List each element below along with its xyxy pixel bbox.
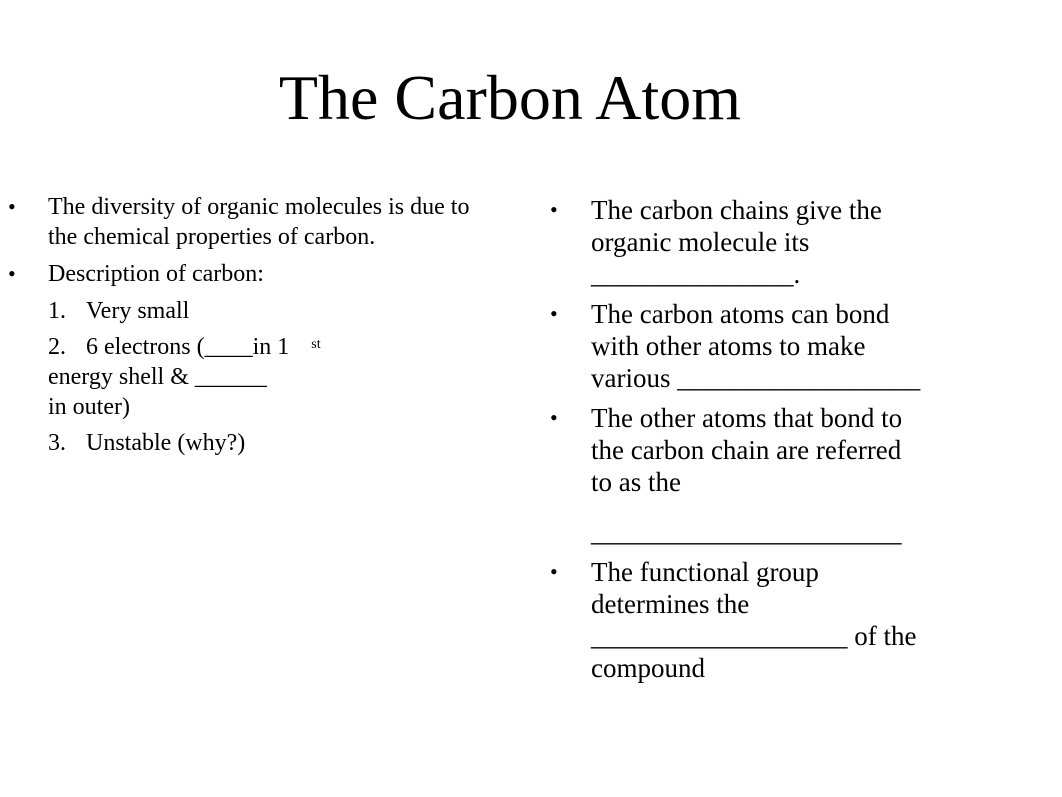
left-bullet-diversity xyxy=(8,192,478,252)
right-bullet-carbon-chains xyxy=(550,194,970,290)
item-number: 3. xyxy=(48,430,66,456)
left-column xyxy=(8,192,478,464)
bullet-line: The carbon atoms can bond xyxy=(591,299,890,329)
numbered-item-2 xyxy=(8,332,478,422)
bullet-line-blank: _______________. xyxy=(591,259,801,289)
bullet-line: determines the xyxy=(591,589,750,619)
bullet-line: to as the xyxy=(591,467,681,497)
item-superscript: st xyxy=(311,337,321,352)
right-bullet-other-atoms xyxy=(550,402,970,548)
left-bullet-description xyxy=(8,259,478,289)
item-number: 2. xyxy=(48,334,66,360)
bullet-line-blank: various __________________ xyxy=(591,363,921,393)
slide-title: The Carbon Atom xyxy=(278,62,742,133)
bullet-dot-icon: • xyxy=(550,405,558,430)
spacer xyxy=(591,498,970,516)
bullet-line: organic molecule its xyxy=(591,227,810,257)
item-text: Unstable (why?) xyxy=(86,430,246,456)
bullet-line-blank: _______________________ xyxy=(591,517,902,547)
bullet-line: The functional group xyxy=(591,557,819,587)
bullet-line: with other atoms to make xyxy=(591,331,866,361)
right-bullet-bonding xyxy=(550,298,970,394)
bullet-line-blank: ___________________ of the xyxy=(591,621,917,651)
bullet-line: compound xyxy=(591,653,705,683)
item-text-part-a: 6 electrons (____in 1 xyxy=(86,334,290,360)
bullet-line: The other atoms that bond to xyxy=(591,403,903,433)
item-number: 1. xyxy=(48,298,66,324)
bullet-line: the carbon chain are referred xyxy=(591,435,902,465)
bullet-dot-icon: • xyxy=(550,559,558,584)
right-bullet-functional-group xyxy=(550,556,970,684)
bullet-text: The diversity of organic molecules is due to the chemical properties of carbon. xyxy=(48,194,470,250)
bullet-dot-icon: • xyxy=(550,301,558,326)
right-column xyxy=(550,194,970,692)
item-text-part-c: in outer) xyxy=(48,394,130,420)
item-text-part-b: energy shell & ______ xyxy=(48,364,267,390)
numbered-item-3 xyxy=(8,428,478,458)
bullet-dot-icon: • xyxy=(8,261,16,286)
bullet-dot-icon: • xyxy=(8,194,16,219)
bullet-text: Description of carbon: xyxy=(48,261,264,287)
numbered-item-1 xyxy=(8,296,478,326)
item-text: Very small xyxy=(86,298,190,324)
bullet-line: The carbon chains give the xyxy=(591,195,882,225)
bullet-dot-icon: • xyxy=(550,197,558,222)
